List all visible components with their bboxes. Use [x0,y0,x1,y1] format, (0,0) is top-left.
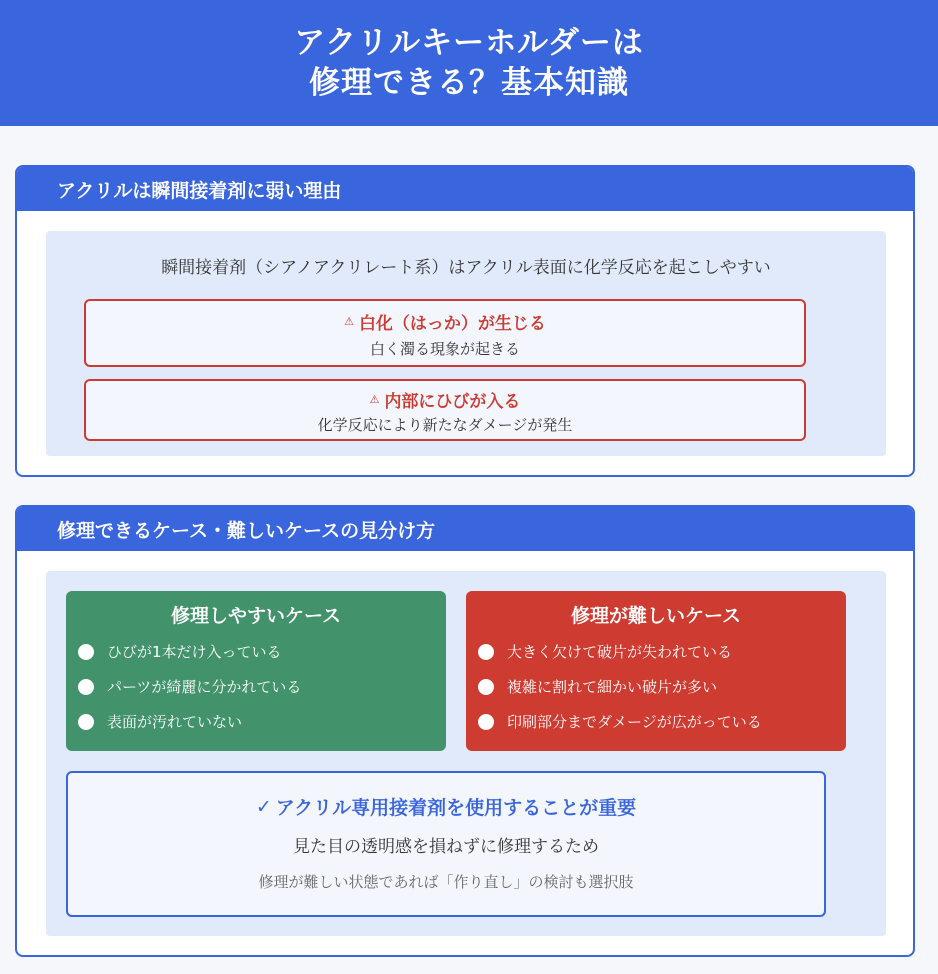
bullet-icon [78,679,94,695]
list-item: 複雑に割れて細かい破片が多い [478,669,846,704]
section-heading: 修理できるケース・難しいケースの見分け方 [17,507,913,551]
bullet-icon [78,714,94,730]
cases-panel [46,571,886,936]
bullet-icon [478,679,494,695]
section-acrylic-weakness [15,165,915,477]
bullet-icon [478,644,494,660]
key-point-subtext: 修理が難しい状態であれば「作り直し」の検討も選択肢 [258,873,634,891]
section-repair-cases [15,505,915,957]
page-title-line-2: 修理できる？基本知識 [309,65,629,101]
key-point-title: アクリル専用接着剤を使用することが重要 [275,797,637,819]
section-heading: アクリルは瞬間接着剤に弱い理由 [17,167,913,211]
warning-description: 化学反応により新たなダメージが発生 [317,416,573,434]
check-icon: ✓ [255,795,272,818]
easy-case-title: 修理しやすいケース [170,605,342,627]
list-item: 印刷部分までダメージが広がっている [478,704,846,739]
key-point-text: 見た目の透明感を損ねずに修理するため [293,837,599,857]
warning-description: 白く濁る現象が起きる [369,340,520,358]
key-point-box [66,771,826,917]
hard-case-card [466,591,846,751]
bullet-icon [478,714,494,730]
warning-box [84,379,806,441]
warning-icon: ⚠ [344,315,354,328]
warning-title: 内部にひびが入る [384,392,521,412]
intro-text: 瞬間接着剤（シアノアクリレート系）はアクリル表面に化学反応を起こしやすい [161,258,771,278]
bullet-icon [78,644,94,660]
list-item: パーツが綺麗に分かれている [78,669,446,704]
easy-case-card [66,591,446,751]
info-panel [46,231,886,456]
list-item: ひびが1本だけ入っている [78,634,446,669]
warning-title: 白化（はっか）が生じる [358,314,546,334]
page-header [0,0,938,126]
warning-icon: ⚠ [369,393,380,406]
list-item: 大きく欠けて破片が失われている [478,634,846,669]
list-item: 表面が汚れていない [78,704,446,739]
warning-box [84,299,806,367]
page-title-line-1: アクリルキーホルダーは [294,25,644,61]
hard-case-title: 修理が難しいケース [570,605,742,627]
